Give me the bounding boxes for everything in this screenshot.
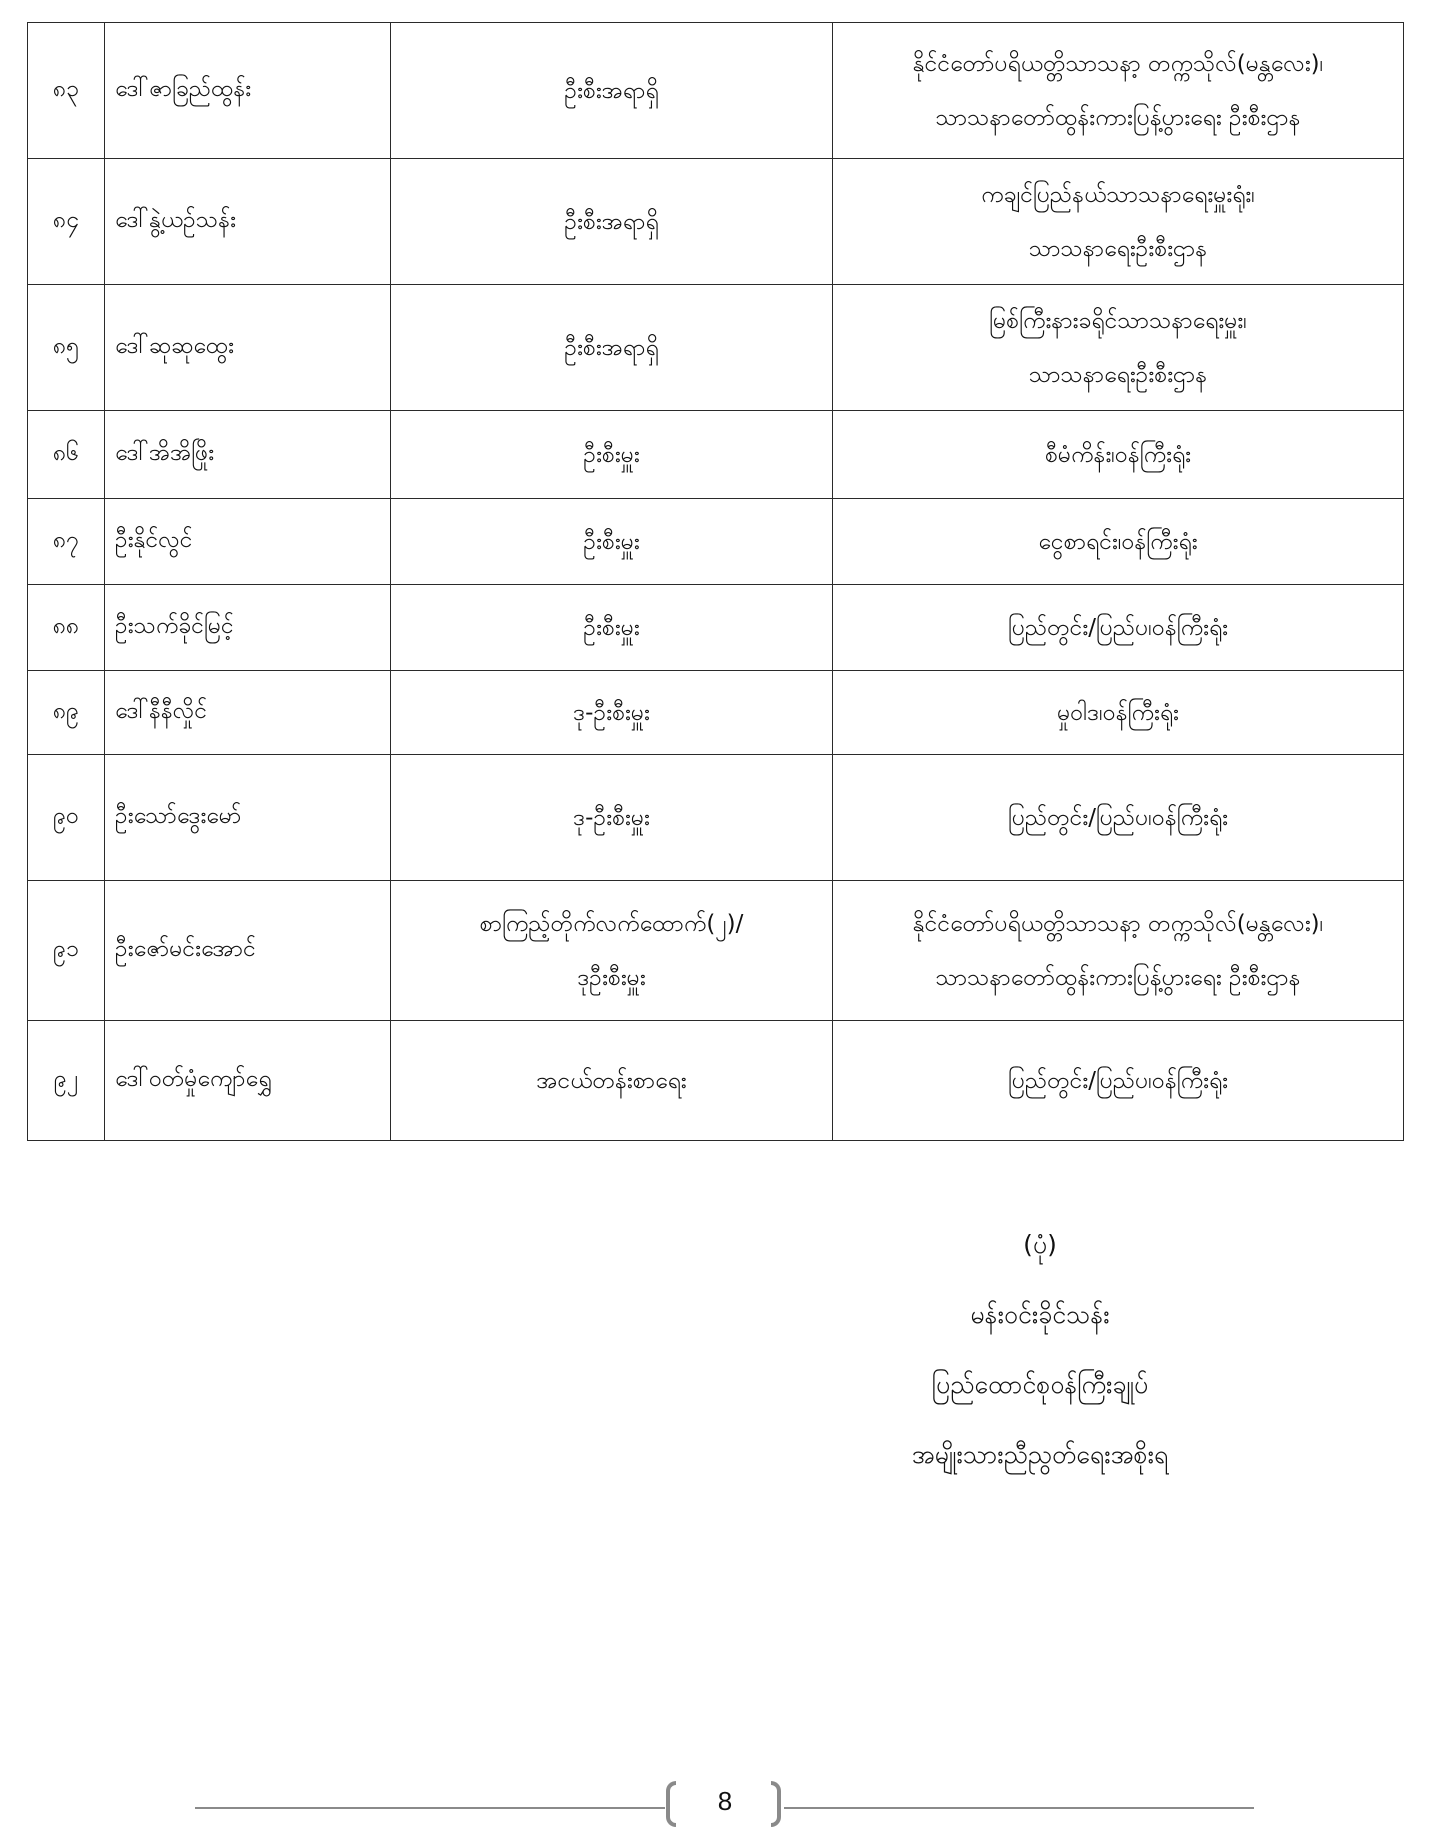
- rank-line: ဦးစီးအရာရှိ: [564, 208, 659, 235]
- personnel-table-body: [28, 23, 1404, 1141]
- person-department: [833, 1021, 1404, 1141]
- table-row: [28, 159, 1404, 285]
- table-row: [28, 881, 1404, 1021]
- person-department: [833, 499, 1404, 585]
- person-department: [833, 411, 1404, 499]
- department-line: စီမံကိန်း၊ဝန်ကြီးရုံး: [1044, 441, 1192, 468]
- person-name: ဒေါ်ဝတ်မှုံကျော်ရွှေ: [105, 1021, 391, 1141]
- table-row: [28, 23, 1404, 159]
- person-rank: [391, 411, 833, 499]
- person-name: ဒေါ်အိအိဖြိုး: [105, 411, 391, 499]
- person-rank: [391, 585, 833, 671]
- person-name: ဒေါ်ဇာခြည်ထွန်း: [105, 23, 391, 159]
- personnel-table: [27, 22, 1404, 1141]
- signatory-title: ပြည်ထောင်စုဝန်ကြီးချုပ်: [931, 1370, 1149, 1399]
- person-department: [833, 285, 1404, 411]
- table-row: [28, 671, 1404, 755]
- row-number: ၉၁: [28, 881, 105, 1021]
- row-number: ၈၃: [28, 23, 105, 159]
- table-row: [28, 1021, 1404, 1141]
- person-department: [833, 23, 1404, 159]
- person-department: [833, 585, 1404, 671]
- department-line: ပြည်တွင်း/ပြည်ပ၊ဝန်ကြီးရုံး: [1007, 1067, 1228, 1094]
- department-line: နိုင်ငံတော်ပရိယတ္တိသာသနာ့ တက္ကသိုလ်(မန္တလေး)၊: [912, 910, 1324, 937]
- person-rank: [391, 671, 833, 755]
- person-department: [833, 671, 1404, 755]
- person-name: ဒေါ်ဆုဆုထွေး: [105, 285, 391, 411]
- rank-line: ဦးစီးအရာရှိ: [564, 334, 659, 361]
- person-rank: [391, 881, 833, 1021]
- department-line: သာသနာတော်ထွန်းကားပြန့်ပွားရေး ဦးစီးဌာန: [935, 104, 1301, 131]
- footer-divider-right: [784, 1807, 1254, 1809]
- page-number-bracket-right: [771, 1781, 781, 1827]
- signatory-name: မန်းဝင်းခိုင်သန်း: [970, 1300, 1110, 1329]
- department-line: သာသနာရေးဦးစီးဌာန: [1028, 361, 1208, 388]
- rank-line: အငယ်တန်းစာရေး: [536, 1067, 687, 1094]
- rank-line: ဒု-ဦးစီးမှူး: [573, 804, 650, 831]
- table-row: [28, 411, 1404, 499]
- person-name: ဦးဇော်မင်းအောင်: [105, 881, 391, 1021]
- rank-line: ဦးစီးမှူး: [583, 441, 640, 468]
- person-department: [833, 755, 1404, 881]
- department-line: ငွေစာရင်း၊ဝန်ကြီးရုံး: [1038, 528, 1198, 555]
- rank-line: ဒု-ဦးစီးမှူး: [573, 699, 650, 726]
- row-number: ၈၇: [28, 499, 105, 585]
- person-rank: [391, 499, 833, 585]
- row-number: ၉၂: [28, 1021, 105, 1141]
- person-department: [833, 881, 1404, 1021]
- person-name: ဦးနိုင်လွင်: [105, 499, 391, 585]
- person-rank: [391, 23, 833, 159]
- department-line: မှုဝါဒ၊ဝန်ကြီးရုံး: [1057, 699, 1179, 726]
- department-line: မြစ်ကြီးနားခရိုင်သာသနာရေးမှူး၊: [989, 307, 1247, 334]
- person-department: [833, 159, 1404, 285]
- person-rank: [391, 285, 833, 411]
- person-name: ဦးသော်ဒွေးမော်: [105, 755, 391, 881]
- rank-line: စာကြည့်တိုက်လက်ထောက်(၂)/: [479, 910, 744, 937]
- table-row: [28, 499, 1404, 585]
- footer-divider-left: [195, 1807, 665, 1809]
- department-line: သာသနာတော်ထွန်းကားပြန့်ပွားရေး ဦးစီးဌာန: [935, 964, 1301, 991]
- person-name: ဒေါ်နီနီလှိုင်: [105, 671, 391, 755]
- page-number-bracket-left: [666, 1781, 676, 1827]
- rank-line: ဦးစီးမှူး: [583, 528, 640, 555]
- row-number: ၈၉: [28, 671, 105, 755]
- person-rank: [391, 1021, 833, 1141]
- signature-block: [800, 1210, 1280, 1490]
- table-row: [28, 585, 1404, 671]
- table-row: [28, 285, 1404, 411]
- rank-line: ဦးစီးမှူး: [583, 614, 640, 641]
- rank-line: ဒုဦးစီးမှူး: [577, 964, 646, 991]
- department-line: နိုင်ငံတော်ပရိယတ္တိသာသနာ့ တက္ကသိုလ်(မန္တလေး)၊: [912, 50, 1324, 77]
- person-name: ဒေါ်နွဲ့ယဉ်သန်း: [105, 159, 391, 285]
- department-line: ကချင်ပြည်နယ်သာသနာရေးမှူးရုံး၊: [981, 181, 1255, 208]
- row-number: ၈၈: [28, 585, 105, 671]
- page-number: 8: [717, 1786, 733, 1816]
- row-number: ၉၀: [28, 755, 105, 881]
- row-number: ၈၄: [28, 159, 105, 285]
- department-line: သာသနာရေးဦးစီးဌာန: [1028, 235, 1208, 262]
- rank-line: ဦးစီးအရာရှိ: [564, 77, 659, 104]
- row-number: ၈၆: [28, 411, 105, 499]
- row-number: ၈၅: [28, 285, 105, 411]
- department-line: ပြည်တွင်း/ပြည်ပ၊ဝန်ကြီးရုံး: [1007, 804, 1228, 831]
- signatory-organization: အမျိုးသားညီညွတ်ရေးအစိုးရ: [911, 1440, 1169, 1469]
- person-rank: [391, 159, 833, 285]
- person-rank: [391, 755, 833, 881]
- person-name: ဦးသက်ခိုင်မြင့်: [105, 585, 391, 671]
- signature-stamp-note: (ပုံ): [1023, 1230, 1057, 1259]
- department-line: ပြည်တွင်း/ပြည်ပ၊ဝန်ကြီးရုံး: [1007, 614, 1228, 641]
- table-row: [28, 755, 1404, 881]
